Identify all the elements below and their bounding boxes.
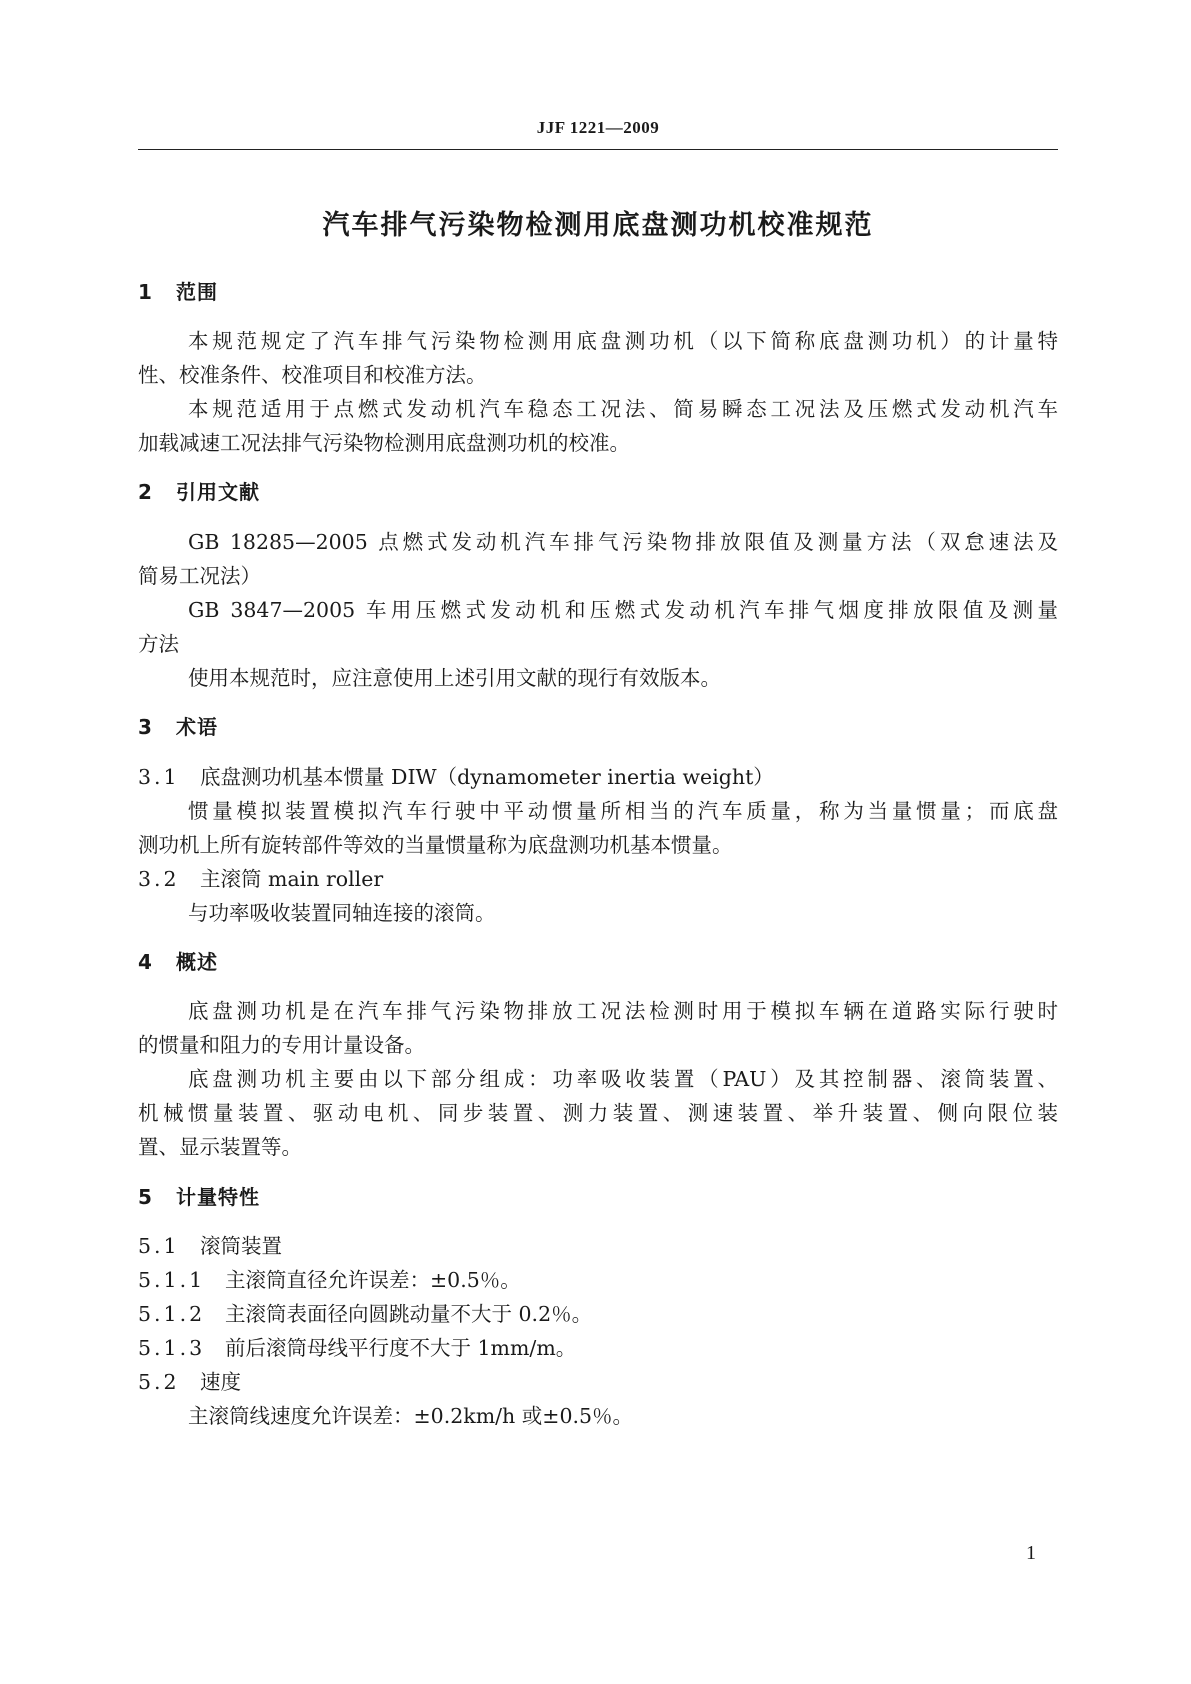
paragraph-line: 底盘测功机主要由以下部分组成：功率吸收装置（PAU）及其控制器、滚筒装置、 [188, 1067, 1058, 1091]
term-3-2 [138, 861, 1058, 897]
section-number: 5 [138, 1185, 153, 1209]
clause-number: 5.1.1 [138, 1268, 206, 1292]
paragraph-line: 本规范规定了汽车排气污染物检测用底盘测功机（以下简称底盘测功机）的计量特 [188, 329, 1058, 353]
paragraph-line: 机械惯量装置、驱动电机、同步装置、测力装置、测速装置、举升装置、侧向限位装 [138, 1101, 1058, 1125]
paragraph-line: 加载减速工况法排气污染物检测用底盘测功机的校准。 [138, 431, 630, 455]
reference-line: 简易工况法） [138, 564, 261, 588]
section-2-heading [138, 474, 1058, 510]
section-number: 1 [138, 280, 153, 304]
reference-line: GB 3847—2005 车用压燃式发动机和压燃式发动机汽车排气烟度排放限值及测量 [188, 598, 1058, 622]
clause-number: 3.1 [138, 765, 180, 789]
section-title: 计量特性 [176, 1185, 260, 1209]
clause-text: 主滚筒表面径向圆跳动量不大于 0.2％。 [225, 1302, 593, 1326]
paragraph-line: 主滚筒线速度允许误差：±0.2km/h 或±0.5％。 [188, 1404, 634, 1428]
paragraph-line: 置、显示装置等。 [138, 1135, 302, 1159]
reference-line: 方法 [138, 632, 179, 656]
paragraph-line: 本规范适用于点燃式发动机汽车稳态工况法、简易瞬态工况法及压燃式发动机汽车 [188, 397, 1058, 421]
section-number: 4 [138, 950, 153, 974]
page-title: 汽车排气污染物检测用底盘测功机校准规范 [322, 210, 874, 241]
section-5-heading [138, 1179, 1058, 1215]
clause-number: 5.2 [138, 1370, 180, 1394]
paragraph-line: 性、校准条件、校准项目和校准方法。 [138, 363, 487, 387]
paragraph-line: 使用本规范时，应注意使用上述引用文献的现行有效版本。 [188, 666, 721, 690]
section-title: 范围 [176, 280, 218, 304]
clause-number: 5.1.3 [138, 1336, 206, 1360]
clause-text: 滚筒装置 [200, 1234, 282, 1258]
section-1-heading [138, 274, 1058, 310]
paragraph-line: 的惯量和阻力的专用计量设备。 [138, 1033, 425, 1057]
page-number: 1 [1026, 1542, 1036, 1564]
section-title: 术语 [176, 715, 218, 739]
paragraph-line: 测功机上所有旋转部件等效的当量惯量称为底盘测功机基本惯量。 [138, 833, 733, 857]
clause-text: 速度 [200, 1370, 241, 1394]
section-title: 概述 [176, 950, 218, 974]
section-3-heading [138, 709, 1058, 745]
section-number: 2 [138, 480, 153, 504]
section-title: 引用文献 [176, 480, 260, 504]
paragraph-line: 底盘测功机是在汽车排气污染物排放工况法检测时用于模拟车辆在道路实际行驶时 [188, 999, 1058, 1023]
paragraph-line: 惯量模拟装置模拟汽车行驶中平动惯量所相当的汽车质量，称为当量惯量；而底盘 [188, 799, 1058, 823]
paragraph-line: 与功率吸收装置同轴连接的滚筒。 [188, 901, 496, 925]
clause-text: 底盘测功机基本惯量 DIW（dynamometer inertia weight） [200, 765, 774, 789]
term-3-1 [138, 759, 1058, 795]
clause-5-1-1 [138, 1262, 1058, 1298]
clause-5-1 [138, 1228, 1058, 1264]
clause-text: 主滚筒直径允许误差：±0.5％。 [225, 1268, 521, 1292]
section-number: 3 [138, 715, 153, 739]
clause-text: 主滚筒 main roller [200, 867, 384, 891]
clause-number: 3.2 [138, 867, 180, 891]
clause-5-1-3 [138, 1330, 1058, 1366]
clause-5-1-2 [138, 1296, 1058, 1332]
document-code-header: JJF 1221—2009 [536, 118, 660, 137]
clause-number: 5.1.2 [138, 1302, 206, 1326]
section-4-heading [138, 944, 1058, 980]
reference-line: GB 18285—2005 点燃式发动机汽车排气污染物排放限值及测量方法（双怠速法及 [188, 530, 1058, 554]
clause-number: 5.1 [138, 1234, 180, 1258]
clause-text: 前后滚筒母线平行度不大于 1mm/m。 [225, 1336, 577, 1360]
header-rule [138, 149, 1058, 150]
clause-5-2 [138, 1364, 1058, 1400]
